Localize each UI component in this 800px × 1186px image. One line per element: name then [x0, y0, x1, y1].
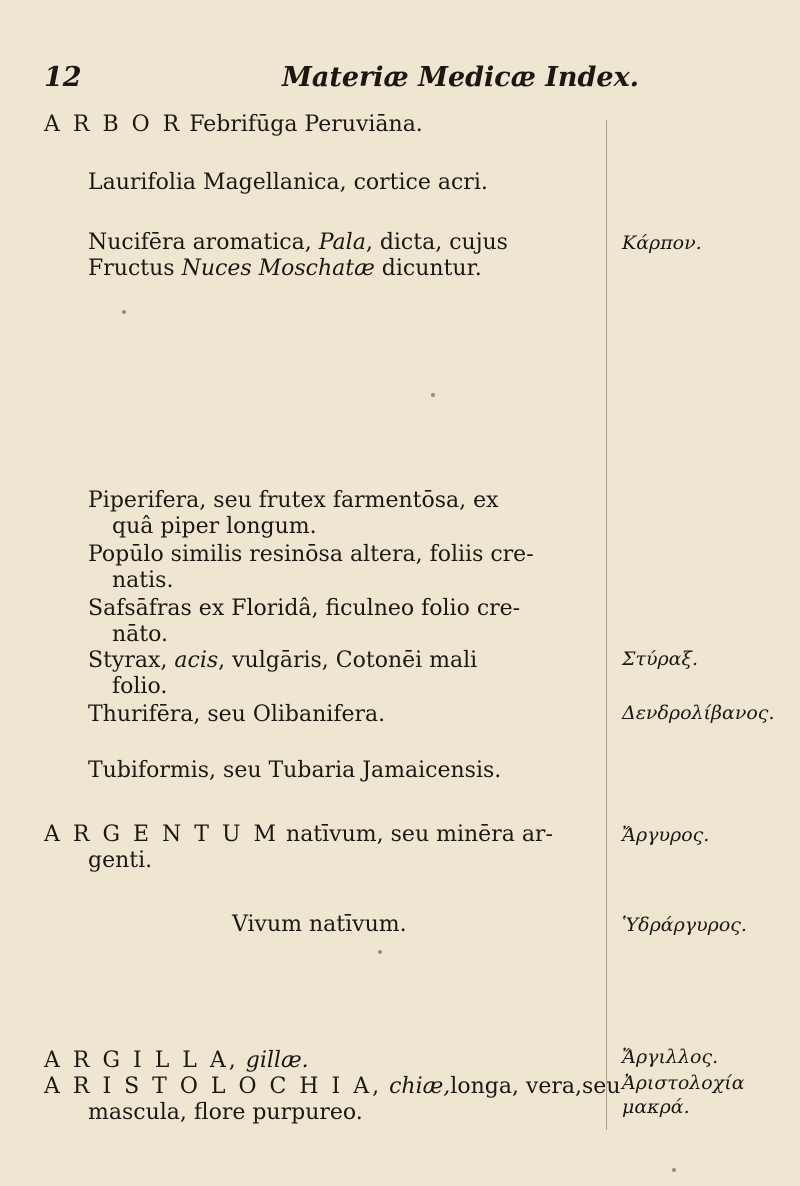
entry-laurifolia: Laurifolia Magellanica, cortice acri.	[88, 170, 488, 195]
entry-sassafras-line2: nāto.	[112, 622, 168, 647]
entry-piperifera-line2: quâ piper longum.	[112, 514, 317, 539]
entry-thurifera: Thurifēra, seu Olibanifera.	[88, 702, 386, 727]
entry-argentum-line2: genti.	[88, 848, 153, 873]
greek-hydrargyros: Ὑδράργυρος.	[622, 914, 747, 936]
greek-styrax: Στύραξ.	[622, 648, 698, 670]
entry-styrax-line2: folio.	[112, 674, 168, 699]
entry-arbor: A R B O R Febrifūga Peruviāna.	[44, 112, 423, 137]
paper-speck	[378, 950, 382, 954]
paper-speck	[672, 1168, 676, 1172]
greek-makra: μακρά.	[622, 1096, 690, 1118]
entry-argilla: A R G I L L A, gillæ.	[44, 1048, 309, 1073]
greek-karpon: Κάρπον.	[622, 232, 702, 254]
entry-sassafras-line1: Safsāfras ex Floridâ, ficulneo folio cre-	[88, 596, 521, 621]
greek-argillos: Ἄργιλλος.	[622, 1046, 719, 1068]
entry-populo-line2: natis.	[112, 568, 174, 593]
entry-styrax-line1: Styrax, acis, vulgāris, Cotonēi mali	[88, 648, 478, 673]
entry-piperifera-line1: Piperifera, seu frutex farmentōsa, ex	[88, 488, 499, 513]
greek-dendrolibanos: Δενδρολίβανος.	[622, 702, 775, 724]
greek-aristolochia: Ἀριστολοχία	[622, 1072, 745, 1094]
entry-aristolochia-line2: mascula, flore purpureo.	[88, 1100, 363, 1125]
headword: A R G I L L A,	[44, 1048, 239, 1073]
paper-speck	[122, 310, 126, 314]
column-rule	[606, 120, 607, 1130]
entry-vivum: Vivum natīvum.	[232, 912, 407, 937]
greek-argyros: Ἄργυρος.	[622, 824, 710, 846]
entry-nucifera-line1: Nucifēra aromatica, Pala, dicta, cujus	[88, 230, 508, 255]
entry-argentum-line1: A R G E N T U M natīvum, seu minēra ar-	[44, 822, 553, 847]
headword: A R I S T O L O C H I A,	[44, 1074, 383, 1099]
entry-tubiformis: Tubiformis, seu Tubaria Jamaicensis.	[88, 758, 502, 783]
entry-nucifera-line2: Fructus Nuces Moschatæ dicuntur.	[88, 256, 482, 281]
entry-populo-line1: Popūlo similis resinōsa altera, foliis cre-	[88, 542, 534, 567]
running-title: Materiæ Medicæ Index.	[282, 62, 640, 93]
headword: A R B O R	[44, 112, 183, 137]
entry-aristolochia-line1: A R I S T O L O C H I A, chiæ,longa, vera,seu	[44, 1074, 621, 1099]
headword: A R G E N T U M	[44, 822, 280, 847]
paper-speck	[431, 393, 435, 397]
page-number: 12	[44, 62, 82, 93]
